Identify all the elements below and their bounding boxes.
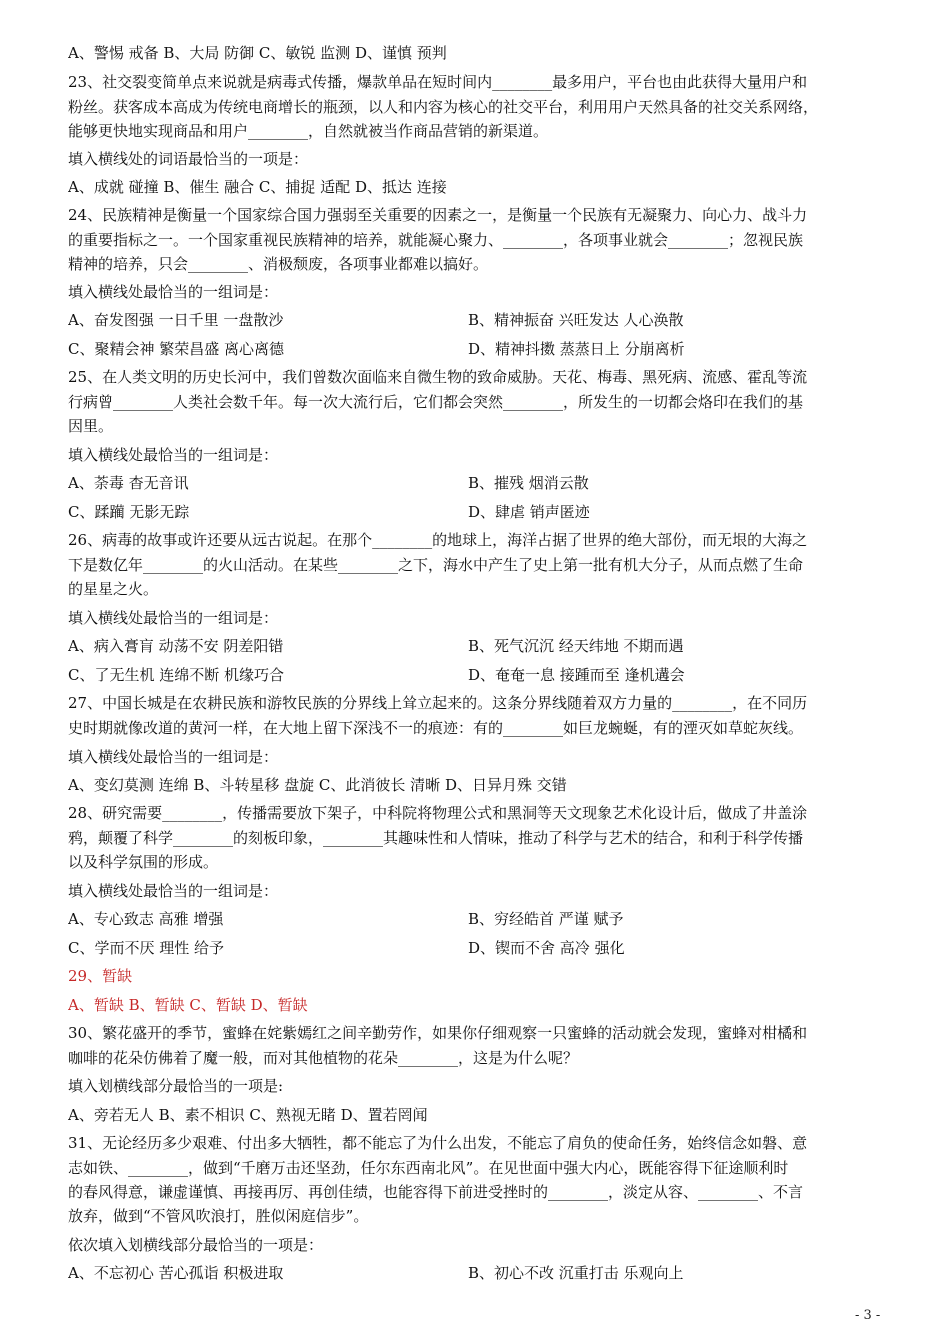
- text-line: [68, 472, 888, 494]
- text-line: [68, 501, 888, 523]
- option-right: B、摧残 烟消云散: [468, 474, 589, 492]
- option-left: A、专心致志 高雅 增强: [68, 910, 224, 928]
- text-line: A、暂缺 B、暂缺 C、暂缺 D、暂缺: [68, 996, 308, 1014]
- option-left: A、病入膏肓 动荡不安 阴差阳错: [68, 637, 284, 655]
- text-line: 因里。: [68, 417, 114, 435]
- text-line: 粉丝。获客成本高成为传统电商增长的瓶颈，以人和内容为核心的社交平台，利用用户天然具备的社交关系网络，: [68, 98, 819, 116]
- text-line: 填入横线处最恰当的一组词是：: [68, 609, 279, 627]
- text-line: [68, 908, 888, 930]
- text-line: 行病曾________人类社会数千年。每一次大流行后，它们都会突然________，所发生的一切都会烙印在我们的基: [68, 393, 804, 411]
- option-right: D、肆虐 销声匿迹: [468, 503, 590, 521]
- text-line: 24、民族精神是衡量一个国家综合国力强弱至关重要的因素之一，是衡量一个民族有无凝聚力、向心力、战斗力: [68, 206, 808, 224]
- option-left: C、聚精会神 繁荣昌盛 离心离德: [68, 340, 285, 358]
- text-line: 26、病毒的故事或许还要从远古说起。在那个________的地球上，海洋占据了世界的绝大部份，而无垠的大海之: [68, 531, 808, 549]
- option-right: B、精神振奋 兴旺发达 人心涣散: [468, 311, 684, 329]
- option-right: B、死气沉沉 经天纬地 不期而遇: [468, 637, 684, 655]
- text-line: [68, 664, 888, 686]
- text-line: 29、暂缺: [68, 967, 133, 985]
- text-line: 填入横线处的词语最恰当的一项是：: [68, 150, 309, 168]
- text-line: 的星星之火。: [68, 580, 159, 598]
- text-line: 31、无论经历多少艰难、付出多大牺牲，都不能忘了为什么出发，不能忘了肩负的使命任务，始终信念如磐、意: [68, 1134, 808, 1152]
- text-line: 25、在人类文明的历史长河中，我们曾数次面临来自微生物的致命威胁。天花、梅毒、黑死病、流感、霍乱等流: [68, 368, 808, 386]
- text-line: 精神的培养，只会________、消极颓废，各项事业都难以搞好。: [68, 255, 489, 273]
- text-line: 志如铁、________，做到“千磨万击还坚劲，任尔东西南北风”。在见世面中强大内心，既能容得下征途顺利时: [68, 1159, 789, 1177]
- text-line: 鸦，颠覆了科学________的刻板印象，________其趣味性和人情味，推动了科学与艺术的结合，和利于科学传播: [68, 829, 804, 847]
- text-line: 的春风得意，谦虚谨慎、再接再厉、再创佳绩，也能容得下前进受挫时的________，淡定从容、________、不言: [68, 1183, 804, 1201]
- text-line: A、成就 碰撞 B、催生 融合 C、捕捉 适配 D、抵达 连接: [68, 178, 447, 196]
- text-line: 23、社交裂变简单点来说就是病毒式传播，爆款单品在短时间内________最多用户，平台也由此获得大量用户和: [68, 73, 808, 91]
- text-line: A、变幻莫测 连绵 B、斗转星移 盘旋 C、此消彼长 清晰 D、日异月殊 交错: [68, 776, 567, 794]
- text-line: [68, 937, 888, 959]
- page-number: - 3 -: [855, 1308, 881, 1323]
- text-line: [68, 1262, 888, 1284]
- option-right: D、精神抖擞 蒸蒸日上 分崩离析: [468, 340, 685, 358]
- text-line: 28、研究需要________，传播需要放下架子，中科院将物理公式和黑洞等天文现象艺术化设计后，做成了井盖涂: [68, 804, 808, 822]
- text-line: 填入横线处最恰当的一组词是：: [68, 283, 279, 301]
- option-left: A、荼毒 杳无音讯: [68, 474, 189, 492]
- text-line: 填入划横线部分最恰当的一项是:: [68, 1077, 284, 1095]
- option-right: D、奄奄一息 接踵而至 逢机遘会: [468, 666, 685, 684]
- text-line: 下是数亿年________的火山活动。在某些________之下，海水中产生了史上第一批有机大分子，从而点燃了生命: [68, 556, 804, 574]
- text-line: 放弃，做到“不管风吹浪打，胜似闲庭信步”。: [68, 1207, 369, 1225]
- option-right: B、初心不改 沉重打击 乐观向上: [468, 1264, 684, 1282]
- text-line: 填入横线处最恰当的一组词是：: [68, 446, 279, 464]
- text-line: 以及科学氛围的形成。: [68, 853, 219, 871]
- text-line: 的重要指标之一。一个国家重视民族精神的培养，就能凝心聚力、________，各项事业就会________；忽视民族: [68, 231, 804, 249]
- text-line: A、旁若无人 B、素不相识 C、熟视无睹 D、置若罔闻: [68, 1106, 428, 1124]
- option-left: A、不忘初心 苦心孤诣 积极进取: [68, 1264, 284, 1282]
- option-left: C、学而不厌 理性 给予: [68, 939, 225, 957]
- text-line: 史时期就像改道的黄河一样，在大地上留下深浅不一的痕迹：有的________如巨龙蜿蜒，有的湮灭如草蛇灰线。: [68, 719, 804, 737]
- option-right: D、锲而不舍 高冷 强化: [468, 939, 625, 957]
- option-left: A、奋发图强 一日千里 一盘散沙: [68, 311, 284, 329]
- text-line: [68, 635, 888, 657]
- option-right: B、穷经皓首 严谨 赋予: [468, 910, 624, 928]
- text-line: 咖啡的花朵仿佛着了魔一般，而对其他植物的花朵________，这是为什么呢？: [68, 1049, 579, 1067]
- text-line: 依次填入划横线部分最恰当的一项是：: [68, 1236, 324, 1254]
- text-line: 填入横线处最恰当的一组词是：: [68, 748, 279, 766]
- text-line: [68, 309, 888, 331]
- text-line: 27、中国长城是在农耕民族和游牧民族的分界线上耸立起来的。这条分界线随着双方力量的________，在不同历: [68, 694, 808, 712]
- text-line: 30、繁花盛开的季节，蜜蜂在姹紫嫣红之间辛勤劳作，如果你仔细观察一只蜜蜂的活动就会发现，蜜蜂对柑橘和: [68, 1024, 808, 1042]
- text-line: [68, 338, 888, 360]
- text-line: A、警惕 戒备 B、大局 防御 C、敏锐 监测 D、谨慎 预判: [68, 44, 447, 62]
- option-left: C、了无生机 连绵不断 机缘巧合: [68, 666, 285, 684]
- option-left: C、蹂躏 无影无踪: [68, 503, 190, 521]
- text-line: 能够更快地实现商品和用户________，自然就被当作商品营销的新渠道。: [68, 122, 549, 140]
- text-line: 填入横线处最恰当的一组词是：: [68, 882, 279, 900]
